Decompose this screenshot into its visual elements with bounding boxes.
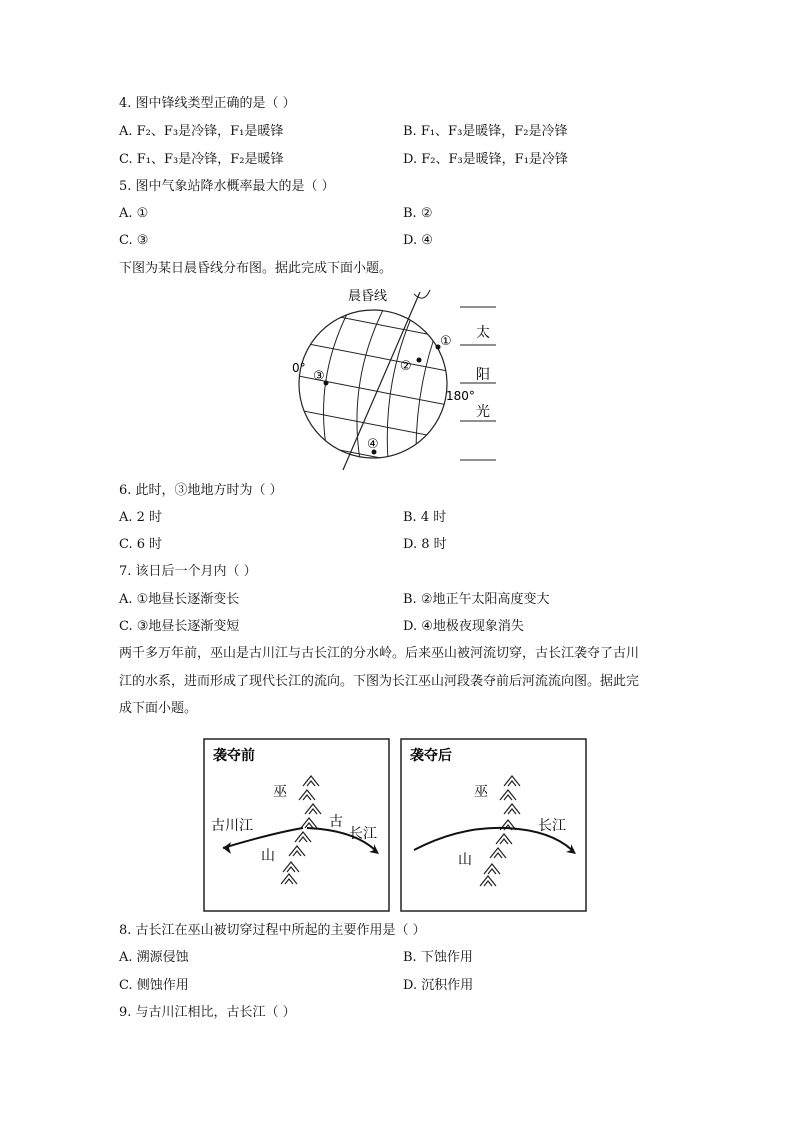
q4-option-b[interactable]: B. F₁、F₃是暖锋，F₂是冷锋 <box>403 124 568 139</box>
q9-stem: 9. 与古川江相比，古长江（ ） <box>119 1005 296 1020</box>
q7-option-a[interactable]: A. ①地昼长逐渐变长 <box>119 592 240 607</box>
after-wu-label: 巫 <box>474 784 488 800</box>
terminator-line <box>343 292 420 470</box>
q4-stem: 4. 图中锋线类型正确的是（ ） <box>119 96 296 111</box>
q8-option-a[interactable]: A. 溯源侵蚀 <box>119 950 189 965</box>
river-after-figure <box>400 738 587 912</box>
q5-stem: 5. 图中气象站降水概率最大的是（ ） <box>119 179 335 194</box>
intro-terminator: 下图为某日晨昏线分布图。据此完成下面小题。 <box>119 261 393 276</box>
point-2-label: ② <box>400 359 412 374</box>
q8-stem: 8. 古长江在巫山被切穿过程中所起的主要作用是（ ） <box>119 923 426 938</box>
sunlight-char-2: 阳 <box>476 367 490 383</box>
intro-river-line-3: 成下面小题。 <box>119 701 198 716</box>
q4-option-d[interactable]: D. F₂、F₃是暖锋，F₁是冷锋 <box>403 152 568 167</box>
q7-option-c[interactable]: C. ③地昼长逐渐变短 <box>119 619 240 634</box>
before-changjiang-label: 长江 <box>349 826 377 842</box>
q4-option-c[interactable]: C. F₁、F₃是冷锋，F₂是暖锋 <box>119 152 284 167</box>
q6-option-c[interactable]: C. 6 时 <box>119 537 163 552</box>
q5-option-a[interactable]: A. ① <box>119 206 149 221</box>
intro-river-line-1: 两千多万年前，巫山是古川江与古长江的分水岭。后来巫山被河流切穿，古长江袭夺了古川 <box>119 646 640 661</box>
q6-option-b[interactable]: B. 4 时 <box>403 510 447 525</box>
after-shan-label: 山 <box>458 852 472 868</box>
q5-option-c[interactable]: C. ③ <box>119 233 149 248</box>
point-3-label: ③ <box>313 369 325 384</box>
before-shan-label: 山 <box>261 848 275 864</box>
lon-0-label: 0° <box>292 361 306 375</box>
after-changjiang-label: 长江 <box>538 818 566 834</box>
point-1-label: ① <box>440 334 452 349</box>
lon-180-label: 180° <box>446 389 475 403</box>
sunlight-char-1: 太 <box>476 325 490 341</box>
q7-stem: 7. 该日后一个月内（ ） <box>119 564 257 579</box>
point-2-dot <box>417 358 422 363</box>
before-guchuanjiang-label: 古川江 <box>211 818 253 834</box>
q7-option-b[interactable]: B. ②地正午太阳高度变大 <box>403 592 550 607</box>
before-wu-label: 巫 <box>273 784 287 800</box>
q4-option-a[interactable]: A. F₂、F₃是冷锋，F₁是暖锋 <box>119 124 284 139</box>
q8-option-d[interactable]: D. 沉积作用 <box>403 978 474 993</box>
terminator-label: 晨昏线 <box>348 289 388 304</box>
before-gu-label: 古 <box>329 814 343 830</box>
pole-arrow <box>414 290 430 298</box>
q8-option-b[interactable]: B. 下蚀作用 <box>403 950 473 965</box>
q5-option-d[interactable]: D. ④ <box>403 233 433 248</box>
q8-option-c[interactable]: C. 侧蚀作用 <box>119 978 189 993</box>
q6-option-a[interactable]: A. 2 时 <box>119 510 163 525</box>
q6-option-d[interactable]: D. 8 时 <box>403 537 447 552</box>
q5-option-b[interactable]: B. ② <box>403 206 433 221</box>
after-title: 袭夺后 <box>410 748 452 764</box>
river-before-figure <box>203 738 390 912</box>
intro-river-line-2: 江的水系，进而形成了现代长江的流向。下图为长江巫山河段袭夺前后河流流向图。据此完 <box>119 674 640 689</box>
q6-stem: 6. 此时，③地地方时为（ ） <box>119 483 283 498</box>
before-title: 袭夺前 <box>213 748 255 764</box>
sunlight-char-3: 光 <box>476 404 490 420</box>
point-4-label: ④ <box>367 437 379 452</box>
q7-option-d[interactable]: D. ④地极夜现象消失 <box>403 619 524 634</box>
terminator-globe-figure <box>288 282 503 472</box>
